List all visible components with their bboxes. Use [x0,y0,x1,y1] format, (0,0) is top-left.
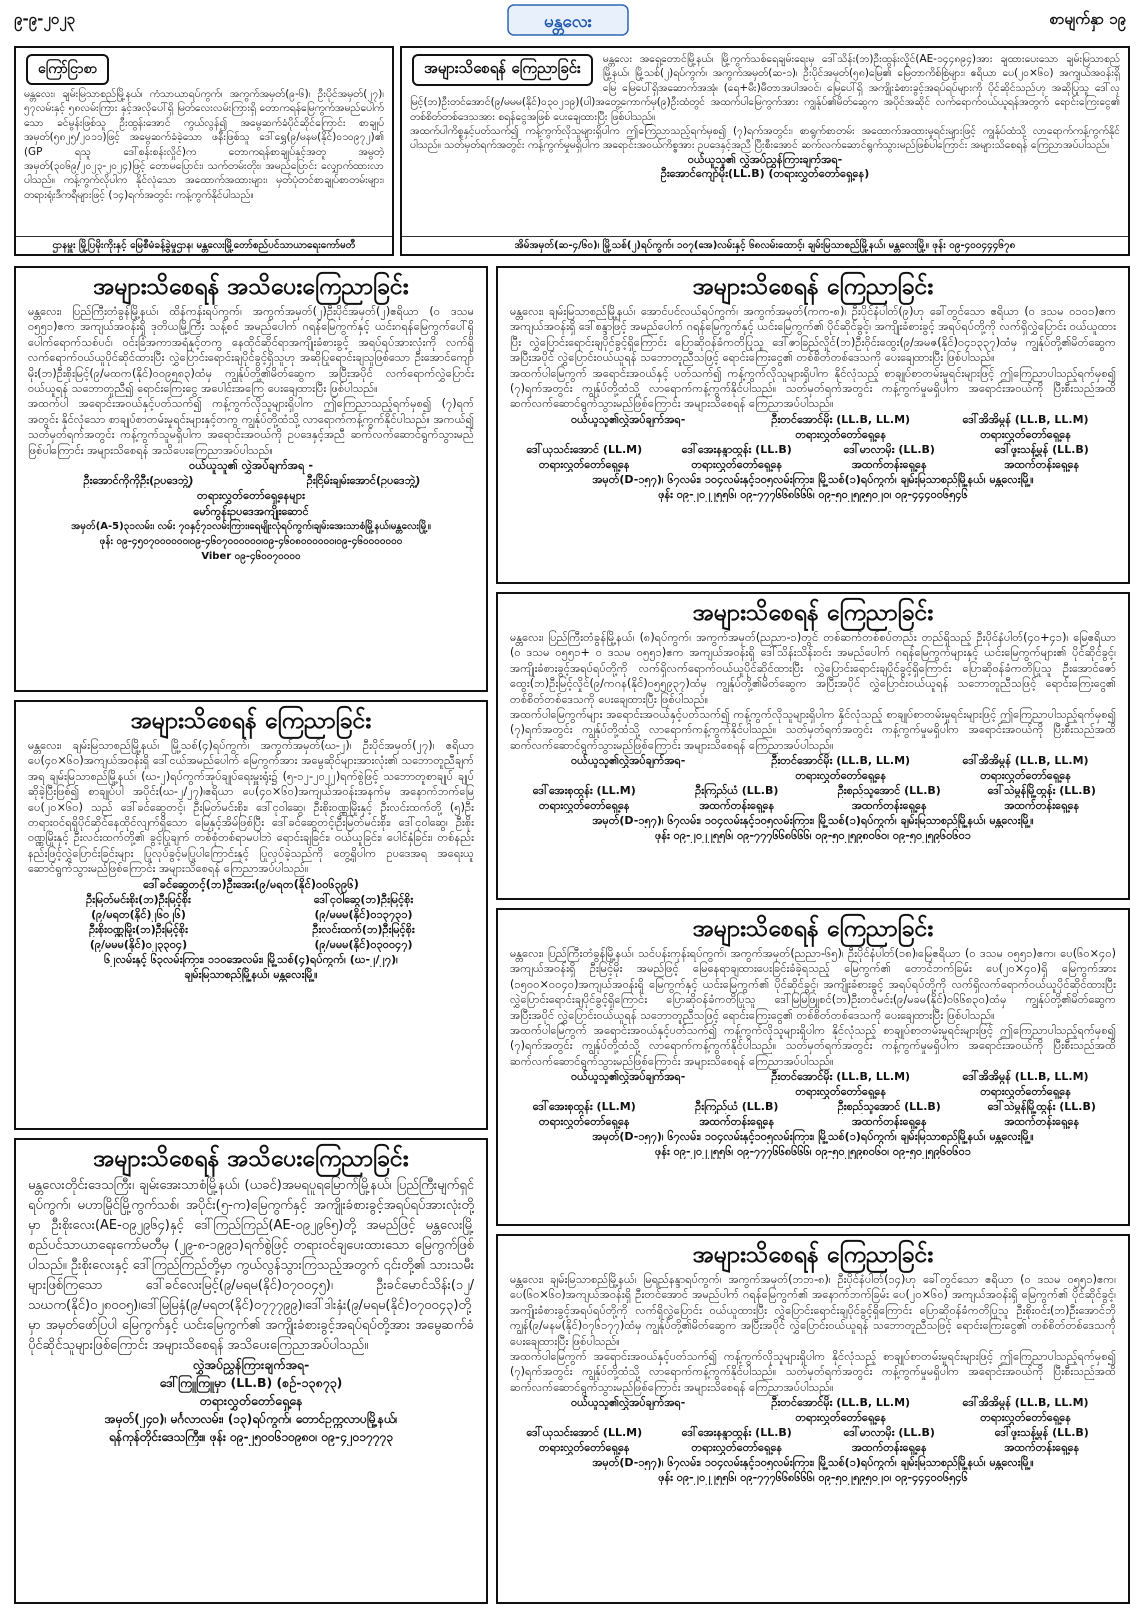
signer-name: ဒေါ်ငုဝါဆွေ(ဘ)ဦးမြင့်စိုး [313,893,414,907]
notice-public-info-1 [14,266,488,692]
lawyer-name: ဒေါ်ယုသင်းအောင် (LL.M) [526,442,643,456]
notice-title: အများသိစေရန် ကြေညာခြင်း [130,708,372,734]
lawyer-name: ဒေါ်ဖူးသန့်မွန် (LL.B) [994,1426,1089,1440]
lawyer-role: အထက်တန်းရှေ့နေ [851,1441,927,1455]
signer-id: (၉/မမမ(နိုင်)၀၁၃၇၃၁) [314,908,413,922]
lawyer-name: ဒေါ်ဖူးသန့်မွန် (LL.B) [994,442,1089,456]
notice-title: အများသိစေရန် အသိပေးကြေညာခြင်း [93,274,409,300]
notice-footer: အိမ်အမှတ်(ဆ-၄/၆၀)၊ မြို့သစ်(၂)ရပ်ကွက်၊ ၁၀၇(အေ)လမ်းနှင့် ၆၈လမ်းထောင့်၊ ချမ်းမြသာစည်မြို့နယ်၊ မန္တလေးမြို့။ ဖုန်း ၀၉-၄၀၀၄၄၄၆၇၈ [402,236,1128,254]
notice-announcement [14,46,394,256]
lawyer-role: အထက်တန်းရှေ့နေ [851,457,927,471]
lawyer-name: ဦးတင်အောင်မိုး (LL.B, LL.M) [771,1396,911,1410]
lawyer-name: ဒေါ်မာလာမိုး (LL.B) [843,442,935,456]
notice-body: မန္တလေး၊ ချမ်းမြသာစည်မြို့နယ်၊ မြရည်နန္ဒာရပ်ကွက်၊ အကွက်အမှတ်(ဘဘ-၈)၊ ဦးပိုင်နံပါတ်(၁၄)ဟု ခေါ်တွင်သော ဧရိယာ (၀ ဒသမ ၀၅၅၁)ဧက၊ပေ(၆၀×၆၀)အကျယ်အဝန်းရှိ ဦးတင်အောင် အမည်ပါက် ဂရန်မြေကွက်၏ အနောက်ဘက်ခြမ်း ပေ(၂၀×၆၀) အကျယ်အဝန်းရှိ မြေကွက်၏ ပိုင်ဆိုင်ခွင့်၊ အကျိုးခံစားခွင့်အရပ်ရပ်တို့ကို လက်ရှိလွှဲပြောင်း ဝယ်ယူထားပြီး လွှဲပြောင်းရောင်းချပိုင်ခွင့်ရှိကြောင်း ပြောဆိုဝန်ခံကတိပြုသူ ဦးစိုးဝင်း(ဘ)ဦးအောင်ဘိုကျွန်(၉/မနမ(နိုင်)၀၇၆၁၇၇)ထံမှ ကျွန်ုပ်တို့၏မိတ်ဆွေက အပြီးအပိုင် လွှဲပြောင်းဝယ်ယူရန် သဘောတူညီသဖြင့် ရောင်းကြေးငွေ၏ တစ်စိတ်တစ်ဒေသကို ပေးချေထားပြီး ဖြစ်ပါသည်။ [510,1273,1116,1348]
lawyer-role: တရားလွှတ်တော်ရှေ့နေ [691,1441,783,1455]
lawyer-role: အထက်တန်းရှေ့နေ [1004,457,1080,471]
notice-public-top [400,46,1130,256]
lawyer-role: တရားလွှတ်တော်ရှေ့နေ [199,1393,303,1408]
lawyer-role: တရားလွှတ်တော်ရှေ့နေ [538,799,630,813]
lawyer-name: ဦးကြည်ယံ (LL.B) [695,784,779,798]
phone: ဖုန်း ၀၉-၂၀၂၂၅၅၆၊ ၀၉-၇၇၇၆၆၈၆၆၆၊ ၀၉-၅၀၂၅၉၅၀၂၀၊ ၀၉-၄၄၄၀၀၆၅၄၆ [658,487,968,501]
lawyer-role: တရားလွှတ်တော်ရှေ့နေ [538,1441,630,1455]
lawyer-role: တရားလွှတ်တော်ရှေ့နေ [795,769,887,783]
signer-id: (၉/မမမ(နိုင်)၀၂၃၃၀၄) [89,938,188,952]
lawyer-role: တရားလွှတ်တော်ရှေ့နေ [795,1411,887,1425]
signature-line: ဝယ်ယူသူ၏လွှဲအပ်ချက်အရ- [570,412,686,426]
signer-id: (၉/မမမ(နိုင်)၀၃၀၀၄၇) [314,938,413,952]
lawyer-name: ဒေါ်အိအိမွန် (LL.B, LL.M) [962,412,1089,426]
address: အမှတ်(D-၁၅၇)၊ ၆၇လမ်း၊ ၁၀၄လမ်းနှင့်၁၀၅လမ်းကြား၊ မြို့သစ်(၁)ရပ်ကွက်၊ ချမ်းမြသာစည်မြို့နယ်၊ မန္တလေးမြို့။ [592,1456,1034,1470]
lawyer-role: အထက်တန်းရှေ့နေ [1004,1115,1080,1129]
lawyer-name: ဦးတင်အောင်မိုး (LL.B, LL.M) [771,1070,911,1084]
notice-title: အများသိစေရန် ကြေညာခြင်း [692,916,934,942]
address: ချမ်းမြသာစည်မြို့နယ်၊ မန္တလေးမြို့။ [184,968,318,982]
signer-name: ဦးမြတ်မင်းစိုး(ဘ)ဦးမြင့်စိုး [86,893,191,907]
lawyer-name: ဦးတင်အောင်မိုး (LL.B, LL.M) [771,754,911,768]
notice-body: မန္တလေး အရှေ့တောင်မြို့နယ်၊ မြို့ကွက်သစ်ရေချမ်းရေးမှ ဒေါ်သိန်း(ဘ)ဦးထွန်းလှိုင်(AE-၁၄၄၈၉၄)အား ချထားပေးသော ချမ်းမြသာစည်မြို့နယ်၊ မြို့သစ်(၂)ရပ်ကွက်၊ အကွက်အမှတ်(ဆ-၁)၊ ဦးပိုင်အမှတ်(၅၈)မြေ၏ မြေတာကိစ်စြဲများ၊ ဧရိယာ ပေ(၂၀×၆၀) အကျယ်အဝန်းရှိ မြေ မြေပေါ်ရှိအဆောက်အအုံ၊ (ရေ+မီး)မီတာအပါအဝင်၊ မြေပေါ်ရှိ အကျိုးခံစားခွင့်အရပ်ရပ်များကို ပိုင်ဆိုင်သည်ဟု အဆိုပြုသူ ဒေါ်လှမြင့်(ဘ)ဦးတင်အောင်(၉/မမမ(နိုင်)၀၃၀၂၁၉)(ပါ)အတွေ့ကောက်မှ(၉)ဦးထံတွင် အထက်ပါမြေကွက်အား ကျွန်ုပ်၏မိတ်ဆွေက အပိုင်အဆိုင် လက်ရောက်ဝယ်ယူရန်အတွက် ရောင်းကြေးငွေ၏ တစ်စိတ်တစ်ဒေသအား စရန်ငွေအဖြစ် ပေးချေထားပြီး ဖြစ်ပါသည်။ [410,53,1120,123]
signature-line: ဝယ်ယူသူ၏လွှဲအပ်ချက်အရ- [570,754,686,768]
signature-line: ဝယ်ယူသူ၏လွှဲအပ်ချက်အရ- [570,1070,686,1084]
lawyer-role: အထက်တန်းရှေ့နေ [699,1115,775,1129]
lawyer-name: ဦးအောင်ကိုကိုဦး(ဥပဒေဘွဲ့) [83,474,194,488]
lawyer-role: အထက်တန်းရှေ့နေ [851,1115,927,1129]
notice-lawyer-3 [496,908,1130,1226]
notice-body: မန္တလေး၊ ပြည်ကြီးတံခွန်မြို့နယ်၊ (၈)ရပ်ကွက်၊ အကွက်အမှတ်(ညညာ-၁)တွင် တစ်ဆက်တစ်စပ်တည်း တည်ရှိသည့် ဦးပိုင်နံပါတ်(၄၀+၄၁)၊ မြေဧရိယာ (၀ ဒသမ ၀၅၅၁+ ၀ ဒသမ ၀၅၅၁)ဧက အကျယ်အဝန်းရှိ ဒေါ်သိန်းသိန်းဝင်း အမည်ပေါက် ဂရန်မြေကွက်များနှင့် ယင်းမြေကွက်များ၏ ပိုင်ဆိုင်ခွင့်၊ အကျိုးခံစားခွင့်အရပ်ရပ်တို့ကို လက်ရှိလက်ရောက်ဝယ်ယူပိုင်ဆိုင်ထားပြီး လွှဲပြောင်းရောင်းချပိုင်ခွင့်ရှိကြောင်း ပြောဆိုဝန်ခံကတိပြုသူ ဦးအောင်ဇော်ထွေး(ဘ)ဦးမြင့်လှိုင်(၉/ကဂန(နိုင်)၀၅၅၉၃၇)ထံမှ ကျွန်ုပ်တို့၏မိတ်ဆွေက အပြီးအပိုင် လွှဲပြောင်းဝယ်ယူရန် သဘောတူညီသဖြင့် ရောင်းကြေးငွေ၏ တစ်စိတ်တစ်ဒေသကို ပေးချေထားပြီး ဖြစ်ပါသည်။ [510,631,1116,706]
lawyer-role: တရားလွှတ်တော်ရှေ့နေ [795,1085,887,1099]
lawyer-role: တရားလွှတ်တော်ရှေ့နေ [691,457,783,471]
notice-public-info-2 [14,1138,488,1604]
lawyer-name: ဒေါ်ယုသင်းအောင် (LL.M) [526,1426,643,1440]
notice-body: မန္တလေး၊ ပြည်ကြီးတံခွန်မြို့နယ်၊ ထိန်ကန်းရပ်ကွက်၊ အကွက်အမှတ်(၂)ဦးပိုင်အမှတ်(၂)ဧရိယာ (၀ ဒသမ ၀၅၅၁)ဧက အကျယ်အဝန်းရှိ ဒုတိယမြို့ကြီး သန့်စင် အမည်ပေါက် ဂရန်မြေကွက်နှင့် ယင်းဂရန်မြေကွက်ပေါ်ရှိ ပေါက်ရောက်သစ်ပင်၊ ဝင်းခြံအကာအရံနှင့်တကွ နေထိုင်ဆိုင်ရာအကျိုးခံစားခွင့် အရပ်ရပ်အားလုံးကို လက်ရှိလက်ရောက်ဝယ်ယူပိုင်ဆိုင်ထားပြီး လွှဲပြောင်းရောင်းချပိုင်ခွင့်ရှိသူဟု အဆိုပြုရောင်းချသူဖြစ်သော ဦးအောင်ကျော်မိုး(ဘ)ဦးစိုးမြင့်(၉/မထက(နိုင်)၀၀၉၅၈၃)ထံမှ ကျွန်ုပ်တို့၏မိတ်ဆွေက အပြီးအပိုင် လက်ရောက်လွှဲပြောင်း ဝယ်ယူရန် သဘောတူညီ၍ ရောင်းကြေးငွေ အပေါင်းအကြေ ပေးချေထားပြီး ဖြစ်ပါသည်။ [28,305,474,396]
lawyer-name: ဒေါ်သဲမွန်မြို့ထွန်း (LL.B) [987,784,1096,798]
signer-head: ဒေါ်ခင်ဆွေတင့်(ဘ)ဦးအေး(၉/မရတ(နိုင်)၀၀၆၃၉၆) [143,877,359,891]
address: အမှတ်(D-၁၅၇)၊ ၆၇လမ်း၊ ၁၀၄လမ်းနှင့်၁၀၅လမ်းကြား၊ မြို့သစ်(၁)ရပ်ကွက်၊ ချမ်းမြသာစည်မြို့နယ်၊ မန္တလေးမြို့။ [592,814,1034,828]
signature-line: ဝယ်ယူသူ၏ လွှဲအပ်ချက်အရ - [188,459,314,473]
notice-body-2: အထက်ပါမြေကွက် အရောင်းအဝယ်နှင့်ပတ်သက်၍ ကန့်ကွက်လိုသူများရှိပါက နိုင်လုံသည့် စာချုပ်စာတမ်းမှုရင်းများဖြင့် ဤကြေညာပါသည့်ရက်မှစ၍ (၇)ရက်အတွင်း ကျွန်ုပ်တို့ထံသို့ လာရောက်ကန့်ကွက်နိုင်ပါသည်။ သတ်မှတ်ရက်အတွင်း ကန့်ကွက်မှုမရှိပါက အရောင်းအဝယ်ကို ပြီးစီးသည်အထိ ဆက်လက်ဆောင်ရွက်သွားမည်ဖြစ်ကြောင်း အများသိစေရန် ကြေညာအပ်ပါသည်။ [510,1350,1116,1394]
notice-tag: ကြော်ငြာစာ [26,54,109,85]
lawyer-name: ဦးကြည်ယံ (LL.B) [695,1100,779,1114]
lawyer-role: အထက်တန်းရှေ့နေ [699,799,775,813]
signature-line: ဝယ်ယူသူ၏ လွှဲအပ်ညွှန်ကြားချက်အရ- [687,152,843,166]
notice-body-2: အထက်ပါ အရောင်းအဝယ်နှင့်ပတ်သက်၍ ကန့်ကွက်လိုသူများရှိပါက ဤကြေညာသည့်ရက်မှစ၍ (၇)ရက်အတွင်း နိုင်လုံသော စာချုပ်စာတမ်းမှုရင်းများနှင့်တကွ ကျွန်ုပ်တို့ထံသို့ လာရောက်ကန့်ကွက်နိုင်ပါသည်။ အကယ်၍ သတ်မှတ်ရက်အတွင်း ကန့်ကွက်သူမရှိပါက အရောင်းအဝယ်ကို ဥပဒေနှင့်အညီ ဆက်လက်ဆောင်ရွက်သွားမည်ဖြစ်ပါကြောင်း အများသိစေရန် အသိပေးကြေညာအပ်ပါသည်။ [28,397,474,457]
notice-body-2: အထက်ပါမြေကွက်များ အရောင်းအဝယ်နှင့်ပတ်သက်၍ ကန့်ကွက်လိုသူများရှိပါက နိုင်လုံသည့် စာချုပ်စာတမ်းမှုရင်းများဖြင့် ဤကြေညာပါသည့်ရက်မှစ၍ (၇)ရက်အတွင်း ကျွန်ုပ်တို့ထံသို့ လာရောက်ကန့်ကွက်နိုင်ပါသည်။ သတ်မှတ်ရက်အတွင်း ကန့်ကွက်မှုမရှိပါက အရောင်းအဝယ်ကို ပြီးစီးသည်အထိ ဆက်လက်ဆောင်ရွက်သွားမည်ဖြစ်ကြောင်း အများသိစေရန် ကြေညာအပ်ပါသည်။ [510,708,1116,752]
signature-line: လွှဲအပ်ညွှန်ကြားချက်အရ- [192,1357,310,1372]
notice-lawyer-1 [496,266,1130,584]
address: အမှတ်(D-၁၅၇)၊ ၆၇လမ်း၊ ၁၀၄လမ်းနှင့်၁၀၅လမ်းကြား၊ မြို့သစ်(၁)ရပ်ကွက်၊ ချမ်းမြသာစည်မြို့နယ်၊ မန္တလေးမြို့။ [592,472,1034,486]
lawyer-role: တရားလွှတ်တော်ရှေ့နေ [538,457,630,471]
lawyer-role: တရားလွှတ်တော်ရှေ့နေ [980,1085,1071,1099]
address: ရန်ကုန်တိုင်းဒေသကြီး။ ဖုန်း ၀၉-၂၅၀၀၆၁၀၉၈၀၊ ၀၉-၄၂၀၁၇၇၇၃ [108,1430,394,1444]
lawyer-name: ဒေါ်မာလာမိုး (LL.B) [843,1426,935,1440]
lawyer-role: တရားလွှတ်တော်ရှေ့နေများ [197,489,305,503]
notice-body: မန္တလေး၊ ချမ်းမြသာစည်မြို့နယ်၊ ကံသာယာရပ်ကွက်၊ အကွက်အမှတ်(၉-၆)၊ ဦးပိုင်အမှတ်(၂၇)၊ ၅၇လမ်းနှင့် ၅၈လမ်းကြား နှင့်အလိုပေါ်ရှိ မြတ်လေးလမ်းကြားရှိ တောကရန်မြေကွက်အမည်ပေါက်သော ခင်မွန်းဖြစ်သူ ဦးထွန်းအောင် ကွယ်လွန်၍ အမွေဆက်ခံပိုင်ဆိုင်ကြောင်း စာချုပ်အမှတ်(၅၈၂၅/၂၀၁၁)ဖြင့် အမွေဆက်ခံခဲ့သော ဖနီးဖြစ်သူ ဒေါ်ရွှေ(၉/မနမ(နိုင်)၀၁၀၉၇၂)၏ (GP ရသူ ဒေါ်စန်းစန်းလှိုင်)က တောကရန်စာချုပ်နှင့်အတူ အမွတဲ့အမှတ်(၃၀၆၉/၂၀၂၃-၂၀၂၄)ဖြင့် တောမပြောင်း၊ သက်တမ်းတိုး၊ အမည်ပြောင်း လျှောက်ထားလာပါသည်။ ကန့်ကွက်လိုပါက နိုင်လုံသော အထောက်အထားများ၊ မှတ်ပုံတင်စာချုပ်စာတမ်းများ၊ တရားရုံးဒီကရီများဖြင့် (၁၄)ရက်အတွင်း ကန့်ကွက်နိုင်ပါသည်။ [24,88,384,201]
notice-title: အများသိစေရန် ကြေညာခြင်း [692,274,934,300]
lawyer-role: တရားလွှတ်တော်ရှေ့နေ [795,427,887,441]
law-firm: မော်ကွန်းဥပဒေအကျိုးဆောင် [193,504,309,518]
lawyer-role: အထက်တန်းရှေ့နေ [851,799,927,813]
notice-title: အများသိစေရန် ကြေညာခြင်း [692,1242,934,1268]
lawyer-role: အထက်တန်းရှေ့နေ [1004,799,1080,813]
lawyer-name: ဒေါ်အိအိမွန် (LL.B, LL.M) [962,754,1089,768]
viber: Viber ၀၉-၄၆၀၀၇၀၀၀၀ [201,551,301,563]
lawyer-role: တရားလွှတ်တော်ရှေ့နေ [538,1115,630,1129]
notice-body: မန္တလေး၊ ချမ်းမြသာစည်မြို့နယ်၊ မြို့သစ်(၄)ရပ်ကွက်၊ အကွက်အမှတ်(ဃ-၂)၊ ဦးပိုင်အမှတ်(၂၇)၊ ဧရိယာ ပေ(၄၀×၆၀)အကျယ်အဝန်းရှိ ဒေါ်ငယ်အမည်ပေါက် မြေကွက်အား အမွေဆိုင်များအားလုံး၏ သဘောတူညီချက်အရ ချမ်းမြသာစည်မြို့နယ်၊ (ဃ-၂)ရပ်ကွက်အုပ်ချုပ်ရေးမှူးရုံး၌ (၅-၁၂-၂၀၂၂)ရက်စွဲဖြင့် သဘောတူစာချုပ် ချုပ်ဆိုခဲ့ပြီးဖြစ်၍ စာချုပ်ပါ အပိုင်း(ဃ-၂/၂၇)၊ဧရိယာ ပေ(၄၀×၆၀)အကျယ်အဝန်းအနက်မှ အနောက်ဘက်မြေ ပေ(၂၀×၆၀) သည် ဒေါ်ခင်ဆွေတင့်၊ ဦးမြတ်မင်းစိုး၊ ဒေါ်ငုဝါဆွေ၊ ဦးစိုးဝဏ္ဏမြိုးနှင့် ဦးလင်းထက်တို့ (၅)ဦး တရားဝင်ရရှိပိုင်ဆိုင်နေထိုင်လျက်ရှိသော မြေနှင့်အိမ်ဖြစ်ပြီး ဒေါ်ခင်ဆွေတင့်၊ဦးမြတ်မင်းစိုး၊ ဒေါ်ငုဝါဆွေ၊ ဦးစိုးဝဏ္ဏမြိုးနှင့် ဦးလင်းထက်တို့၏ ခွင့်ပြုချက် တစ်စုံတစ်ရာမပါဘဲ ရောင်းချခြင်း၊ ဝယ်ယူခြင်း၊ ပေါင်နှံခြင်း၊ တစ်နည်းနည်းဖြင့်လွှဲပြောင်းခြင်းများ ပြုလုပ်ခွင့်မပြုပါကြောင်းနှင့် ပြုလုပ်ခဲ့သည်ကို တွေ့ရှိပါက ဥပဒေအရ အရေးယူဆောင်ရွက်သွားမည်ဖြစ်ကြောင်း အများသိစေရန် ကြေညာအပ်ပါသည်။ [28,739,474,876]
lawyer-name: ဒေါ်အိအိမွန် (LL.B, LL.M) [962,1070,1089,1084]
logo-text: မန္တလေး [544,12,592,32]
notice-title: အများသိစေရန် ကြေညာခြင်း [692,600,934,626]
lawyer-name: ဒေါ်အေးစုထွန်း (LL.M) [532,784,636,798]
lawyer-name: ဦးငြိမ်းချမ်းအောင်(ဥပဒေဘွဲ့) [306,474,421,488]
lawyer-role: အထက်တန်းရှေ့နေ [1004,1441,1080,1455]
notice-footer: ဌာနမှူး မြို့ပြမိုးကိုးနှင့် မြေစီမံခန့်ခွဲမှုဌာန၊ မန္တလေးမြို့တော်စည်ပင်သာယာရေးကော်မတီ [16,236,392,254]
signer-name: ဦးစိုးဝဏ္ဏမြိုး(ဘ)ဦးမြင့်စိုး [89,923,188,937]
phone: ဖုန်း ၀၉-၂၀၂၂၅၅၆၊ ၀၉-၇၇၇၆၆၈၆၆၆၊ ၀၉-၅၀၂၅၉၅၀၂၀၊ ၀၉-၄၄၄၀၀၆၅၄၆ [658,1471,968,1485]
phone: ဖုန်း ၀၉-၂၀၂၂၅၅၆၊ ၀၉-၇၇၇၆၆၈၆၆၆၊ ၀၉-၅၀၂၅၉၈၀၆၀၊ ၀၉-၅၀၂၅၉၆၀၆၀၁ [655,1145,971,1159]
page-number: စာမျက်နှာ ၁၉ [1049,10,1126,28]
lawyer-name: ဦးစည်သူအောင် (LL.B) [837,1100,941,1114]
notice-body: မန္တလေးတိုင်းဒေသကြီး၊ ချမ်းအေးသာစံမြို့နယ်၊ (ယခင်)အမရပူရမြောက်မြို့နယ်၊ ပြည်ကြီးမျက်ရှင်ရပ်ကွက်၊ မဟာမြိုင်မြို့ကွက်သစ်၊ အပိုင်း(၅-က)မြေကွက်နှင့် အကျိုးခံစားခွင့်အရပ်ရပ်အားလုံးတို့မှာ ဦးစိုးလေး(AE-၀၉၂၉၆၄)နှင့် ဒေါ်ကြည်ကြည်(AE-၀၉၂၉၆၅)တို့ အမည်ဖြင့် မန္တလေးမြို့စည်ပင်သာယာရေးကော်မတီမှ (၂၉-၈-၁၉၉၁)ရက်စွဲဖြင့် တရားဝင်ချပေးထားသော မြေကွက်ဖြစ်ပါသည်။ ဦးစိုးလေးနှင့် ဒေါ်ကြည်ကြည်တို့မှာ ကွယ်လွန်သွားကြသည့်အတွက် ၎င်းတို့၏ သားသမီးများဖြစ်ကြသော ဒေါ်ခင်လေးမြင့်(၉/မရမ(နိုင်)၀၇၀၀၄၅)၊ ဦးခင်မောင်သိန်း(၁၂/သဃက(နိုင်)၀၂၈၀၀၅)၊ဒေါ်မြမြနှံ(၉/မရတ(နိုင်)၀၇၇၇၉၉)၊ဒေါ်ဒါးနှံး(၉/မရမ(နိုင်)၀၇၀၀၄၃)တို့မှာ အမှတ်ဖော်ပြပါ မြေကွက်နှင့် ယင်းမြေကွက်၏ အကျိုးခံစားခွင့်အရပ်ရပ်တို့အား အမွေဆက်ခံပိုင်ဆိုင်သူများဖြစ်ကြောင်း အများသိစေရန် အသိပေးကြေညာအပ်ပါသည်။ [28,1178,474,1353]
address: အမှတ်(D-၁၅၇)၊ ၆၇လမ်း၊ ၁၀၄လမ်းနှင့်၁၀၅လမ်းကြား၊ မြို့သစ်(၁)ရပ်ကွက်၊ ချမ်းမြသာစည်မြို့နယ်၊ မန္တလေးမြို့။ [592,1130,1034,1144]
lawyer-name: ဒေါ်အေးနန္ဒာထွန်း (LL.B) [681,1426,792,1440]
phone: ဖုန်း ၀၉-၂၀၂၂၅၅၆၊ ၀၉-၇၇၇၆၆၈၆၆၆၊ ၀၉-၅၀၂၅၉၈၀၆၀၊ ၀၉-၅၀၂၅၉၆၀၆၀၁ [655,829,971,843]
lawyer-role: တရားလွှတ်တော်ရှေ့နေ [980,427,1071,441]
lawyer-name: ဒေါ်သဲမွန်မြို့ထွန်း (LL.B) [987,1100,1096,1114]
page-date: ၉-၉-၂၀၂၃ [14,10,75,28]
notice-lawyer-4 [496,1234,1130,1604]
lawyer-name: ဦးစည်သူအောင် (LL.B) [837,784,941,798]
signer-name: ဦးလင်းထက်(ဘ)ဦးမြင့်စိုး [312,923,415,937]
newspaper-logo [506,2,630,40]
lawyer-name: ဒေါ်အေးနန္ဒာထွန်း (LL.B) [681,442,792,456]
address: အမှတ်(၂၄၀)၊ မင်္ဂလာလမ်း၊ (၁၃)ရပ်ကွက်၊ တောင်ဥက္ကလာပမြို့နယ်၊ [104,1412,398,1426]
lawyer-name: ဒေါ်ကြူကြူမှာ (LL.B) (စဉ်-၁၃၈၇၃) [159,1375,343,1390]
lawyer-name: ဒေါ်အိအိမွန် (LL.B, LL.M) [962,1396,1089,1410]
notice-lawyer-2 [496,592,1130,900]
notice-body: မန္တလေး၊ ချမ်းမြသာစည်မြို့နယ်၊ အောင်ပင်လယ်ရပ်ကွက်၊ အကွက်အမှတ်(ကက-၈)၊ ဦးပိုင်နံပါတ်(၉)ဟု ခေါ်တွင်သော ဧရိယာ (၀ ဒသမ ၀၁၀၁)ဧက အကျယ်အဝန်းရှိ ဒေါ်စန္ဒာဖြင့် အမည်ပေါက် ဂရန်မြေကွက်နှင့် ယင်းမြေကွက်၏ ပိုင်ဆိုင်ခွင့်၊ အကျိုးခံစားခွင့် အရပ်ရပ်တို့ကို လက်ရှိလွှဲပြောင်း ဝယ်ယူထားပြီး လွှဲပြောင်းရောင်းချပိုင်ခွင့်ရှိကြောင်း ပြောဆိုဝန်ခံကတိပြုသူ ဒေါ်ဇာခြည်လှိုင်(ဘ)ဦးဝိုင်းထွေး(၉/အမဇ(နိုင်)၀၄၁၃၃၇)ထံမှ ကျွန်ုပ်တို့၏မိတ်ဆွေက အပြီးအပိုင် လွှဲပြောင်းဝယ်ယူရန် သဘောတူညီသဖြင့် ရောင်းကြေးငွေ၏ တစ်စိတ်တစ်ဒေသကို ပေးချေထားပြီး ဖြစ်ပါသည်။ [510,305,1116,365]
lawyer-role: တရားလွှတ်တော်ရှေ့နေ [980,1411,1071,1425]
notice-title: အများသိစေရန် အသိပေးကြေညာခြင်း [93,1146,409,1172]
notice-body-2: အထက်ပါမြေကွက် အရောင်းအဝယ်နှင့်ပတ်သက်၍ ကန့်ကွက်လိုသူများရှိပါက နိုင်လုံသည့် စာချုပ်စာတမ်းမှုရင်းများဖြင့် ဤကြေညာပါသည့်ရက်မှစ၍ (၇)ရက်အတွင်း ကျွန်ုပ်တို့ထံသို့ လာရောက်ကန့်ကွက်နိုင်ပါသည်။ သတ်မှတ်ရက်အတွင်း ကန့်ကွက်မှုမရှိပါက အရောင်းအဝယ်ကို ပြီးစီးသည်အထိ ဆက်လက်ဆောင်ရွက်သွားမည်ဖြစ်ကြောင်း အများသိစေရန် ကြေညာအပ်ပါသည်။ [510,1024,1116,1068]
notice-public-2 [14,700,488,1130]
notice-body-2: အထက်ပါမြေကွက် အရောင်းအဝယ်နှင့် ပတ်သက်၍ ကန့်ကွက်လိုသူများရှိပါက နိုင်လုံသည့် စာချုပ်စာတမ်းမှုရင်းများဖြင့် ဤကြေညာပါသည့်ရက်မှစ၍ (၇)ရက်အတွင်း ကျွန်ုပ်တို့ထံသို့ လာရောက်ကန့်ကွက်နိုင်ပါသည်။ သတ်မှတ်ရက်အတွင်း ကန့်ကွက်မှုမရှိပါက အရောင်းအဝယ်ကို ပြီးစီးသည်အထိ ဆက်လက်ဆောင်ရွက်သွားမည်ဖြစ်ကြောင်း အများသိစေရန် ကြေညာအပ်ပါသည်။ [510,366,1116,411]
lawyer-name: ဦးတင်အောင်မိုး (LL.B, LL.M) [771,412,911,426]
signature-line: ဝယ်ယူသူ၏လွှဲအပ်ချက်အရ- [570,1396,686,1410]
lawyer-name: ဦးအောင်ကျော်မိုး(LL.B) (တရားလွှတ်တော်ရှေ့နေ) [660,166,870,180]
phone: ဖုန်း ၀၉-၄၅၀၇၀၀၀၀၀၀၊၀၉-၄၆၀၇၀၀၀၀၀၀၊၀၉-၄၆၀၈၀၀၀၀၀၀၊၀၉-၄၆၀၀၀၀၀၀၀ [99,536,403,548]
notice-tag: အများသိစေရန် ကြေညာခြင်း [412,54,593,86]
address: ၆၂လမ်းနှင့် ၆၃လမ်းကြား၊ ၁၁၀အေလမ်း၊ မြို့သစ်(၄)ရပ်ကွက်၊ (ဃ-၂/၂၇)၊ [104,953,398,967]
lawyer-role: တရားလွှတ်တော်ရှေ့နေ [980,769,1071,783]
lawyer-name: ဒေါ်အေးစုထွန်း (LL.M) [532,1100,636,1114]
notice-body: မန္တလေး၊ ပြည်ကြီးတံခွန်မြို့နယ်၊ သင်ပန်းကုန်းရပ်ကွက်၊ အကွက်အမှတ်(ညညာ-၆၅)၊ ဦးပိုင်နံပါတ်(၁၈)၊မြေဧရိယာ (၀ ဒသမ ၀၅၅၁)ဧက၊ ပေ(၆၀×၄၀) အကျယ်အဝန်းရှိ ဦးမြင့်မိုး အမည်ဖြင့် မြေနေရာချထားပေးခြင်းခံခဲ့ရသည့် မြေကွက်၏ တောင်ဘက်ခြမ်း ပေ(၂၀×၄၀)ရှိ မြေကွက်အား (၁၅၀၀×၀၀၄၀)အကျယ်အဝန်းရှိ မြေကွက်နှင့် ယင်းမြေကွက်၏ ပိုင်ဆိုင်ခွင့်၊ အကျိုးခံစားခွင့် အရပ်ရပ်တို့ကို လက်ရှိလက်ရောက်ဝယ်ယူပိုင်ဆိုင်ထားပြီး လွှဲပြောင်းရောင်းချပိုင်ခွင့်ရှိကြောင်း ပြောဆိုဝန်ခံကတိပြုသူ ဒေါ်မြမြဖြူစင်(ဘ)ဦးတင်မင်း(၉/မခမ(နိုင်)၀၆၆၈၃၀)ထံမှ ကျွန်ုပ်တို့၏မိတ်ဆွေက အပြီးအပိုင် လွှဲပြောင်းဝယ်ယူရန် သဘောတူညီသဖြင့် ရောင်းကြေးငွေ၏ တစ်စိတ်တစ်ဒေသကို ပေးချေထားပြီး ဖြစ်ပါသည်။ [510,947,1116,1022]
signer-id: (၉/မရတ(နိုင်)၂၆၀၂၆) [91,908,186,922]
notice-body-2: အထက်ပါကိစ္စနှင့်ပတ်သက်၍ ကန့်ကွက်လိုသူများရှိပါက ဤကြေညာသည့်ရက်မှစ၍ (၇)ရက်အတွင်း၊ စာရွက်စာတမ်း အထောက်အထားမှုရင်းများဖြင့် ကျွန်ုပ်ထံသို့ လာရောက်ကန့်ကွက်နိုင်ပါသည်။ သတ်မှတ်ရက်အတွင်း ကန့်ကွက်မှုမရှိပါက အရောင်းအဝယ်ကိစ္စအား ဥပဒေနှင့်အညီ ပြီးစီးအောင် ဆက်လက်ဆောင်ရွက်သွားမည်ဖြစ်ပါကြောင်း အများသိစေရန် ကြေညာအပ်ပါသည်။ [410,125,1120,152]
address: အမှတ်(A-5)၃၁လမ်း၊ လမ်း ၇၀နှင့်၇၁လမ်းကြား၊ရေမျိုးလုံရပ်ကွက်၊ချမ်းအေးသာစံမြို့နယ်၊မန္တလေးမြို့။ [71,521,431,533]
